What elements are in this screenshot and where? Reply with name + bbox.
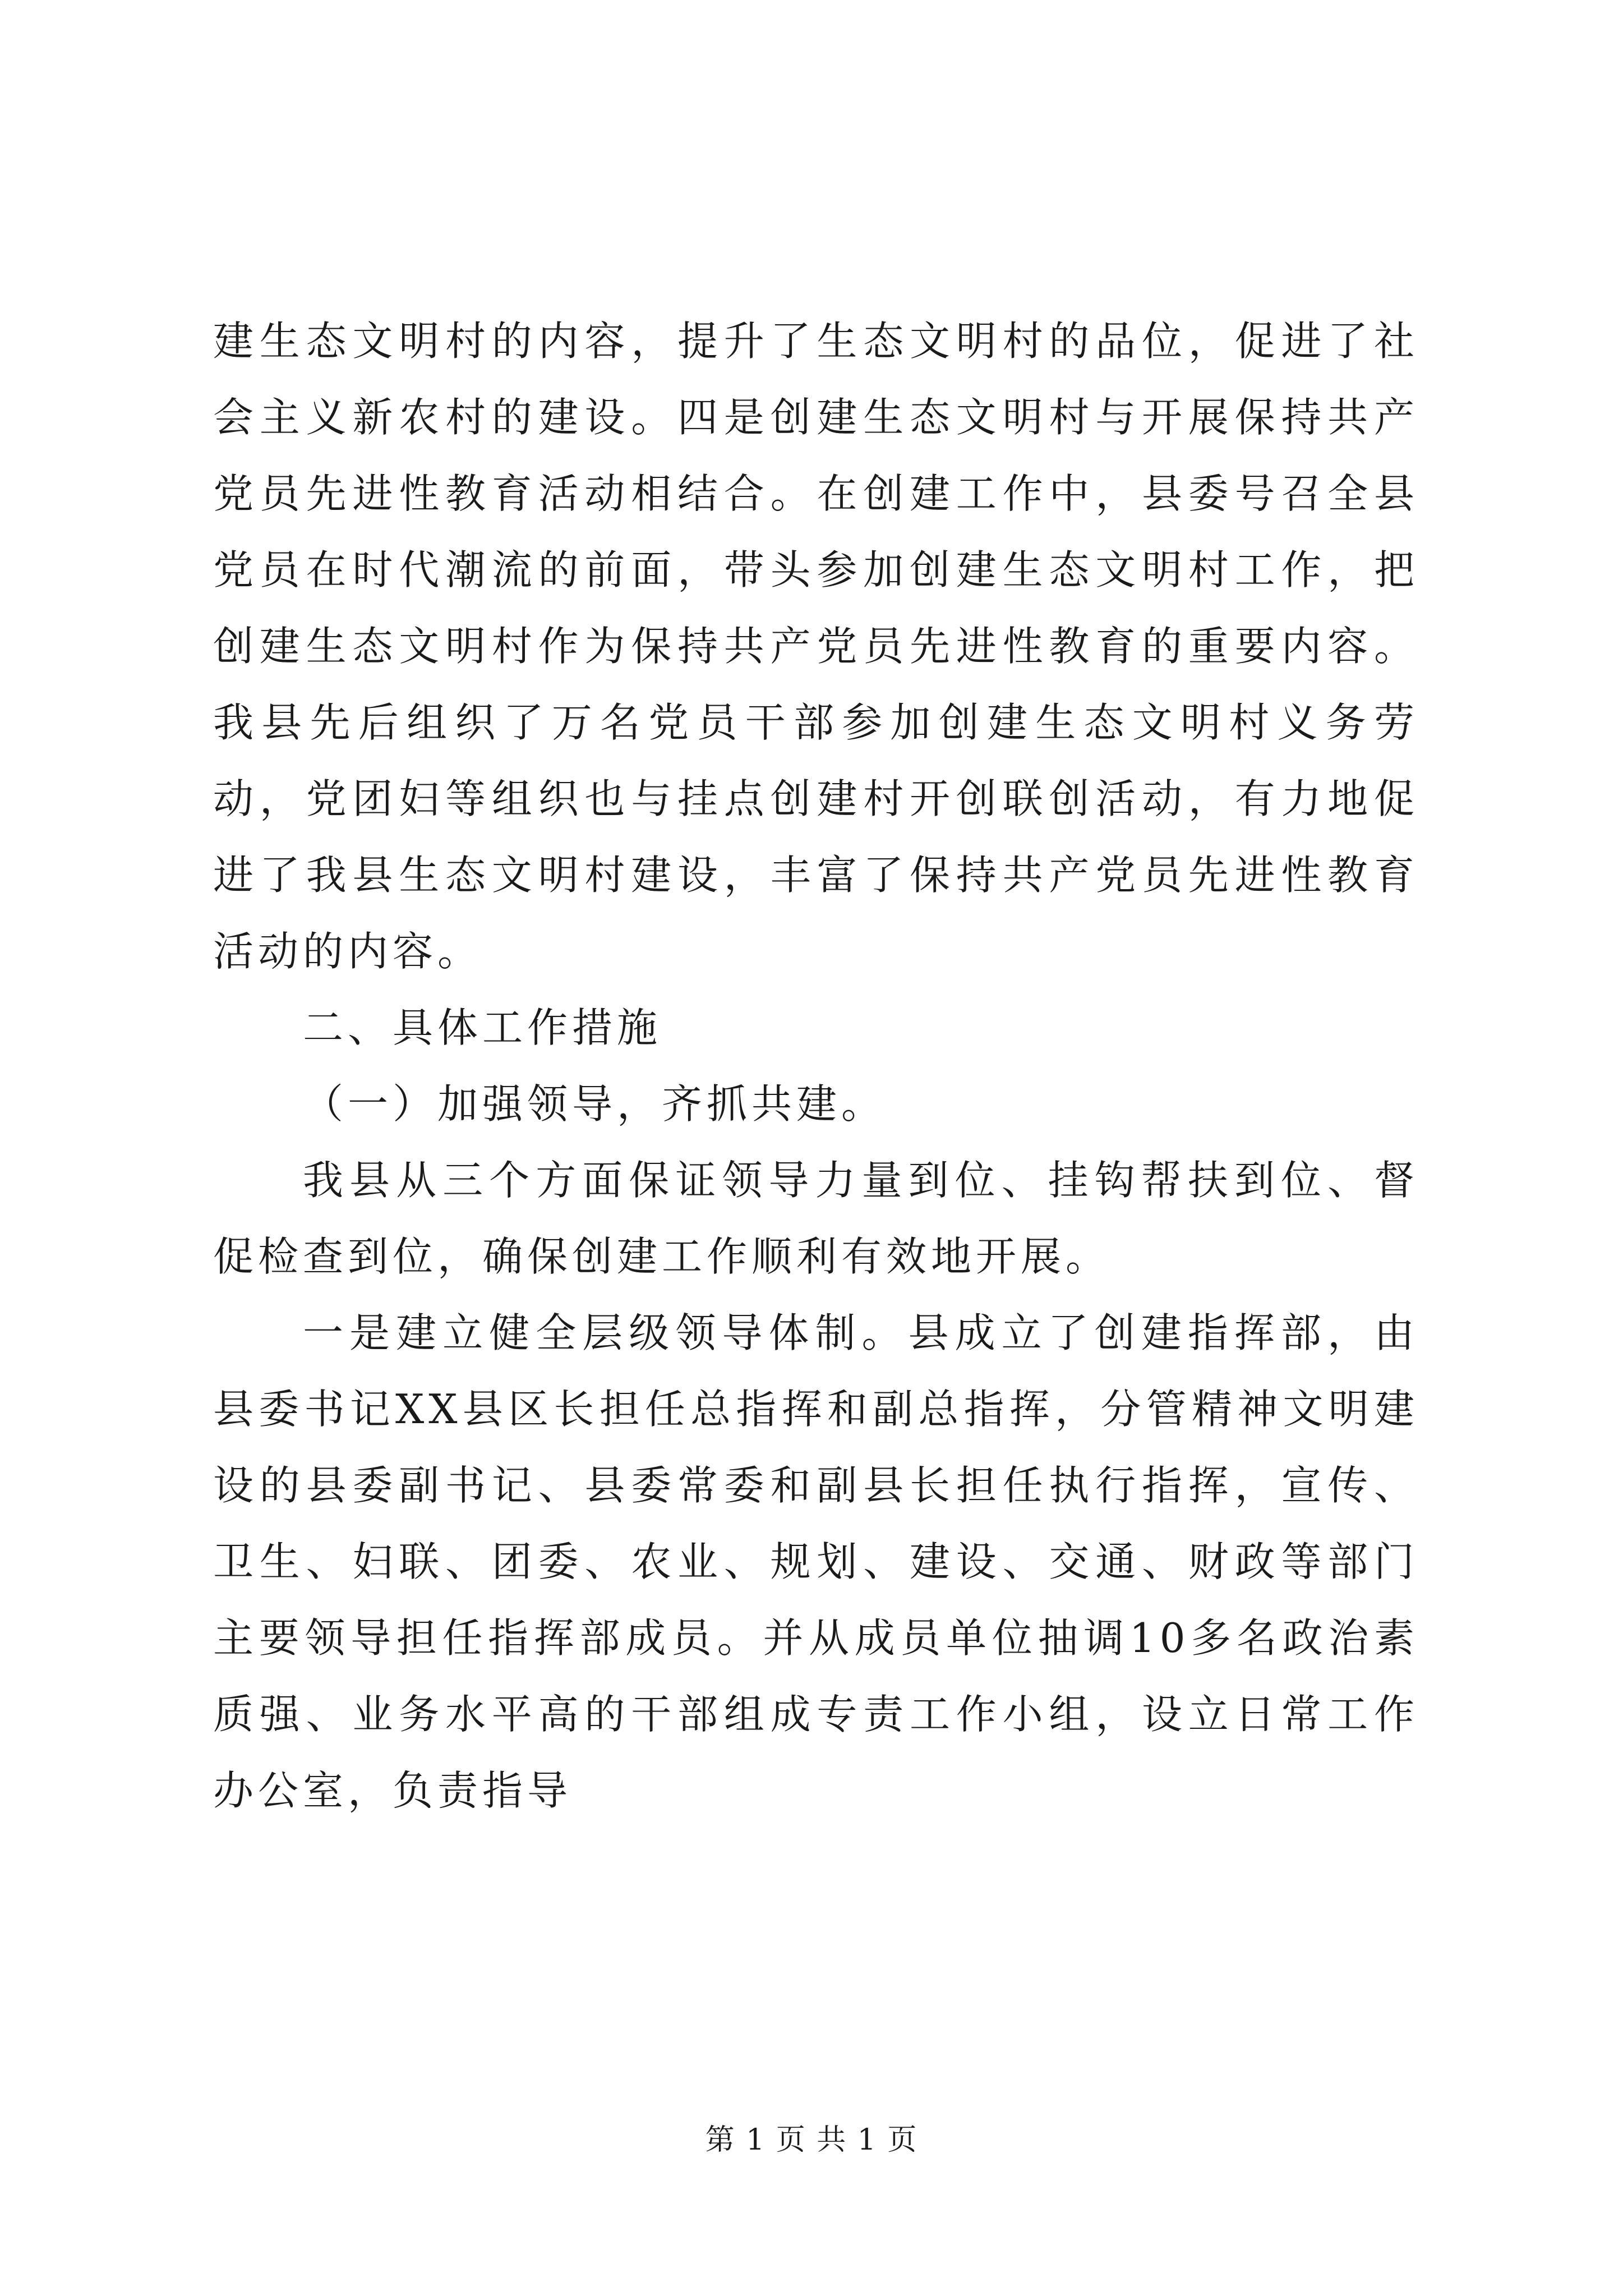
section-heading: 二、具体工作措施: [303, 1004, 662, 1051]
paragraph: 我县从三个方面保证领导力量到位、挂钩帮扶到位、督促检查到位，确保创建工作顺利有效地开展。: [213, 1157, 1419, 1280]
paragraph-continuation: 建生态文明村的内容，提升了生态文明村的品位，促进了社会主义新农村的建设。四是创建生态文明村与开展保持共产党员先进性教育活动相结合。在创建工作中，县委号召全县党员在时代潮流的前面，带头参加创建生态文明村工作，把创建生态文明村作为保持共产党员先进性教育的重要内容。我县先后组织了万名党员干部参加创建生态文明村义务劳动，党团妇等组织也与挂点创建村开创联创活动，有力地促进了我县生态文明村建设，丰富了保持共产党员先进性教育活动的内容。: [213, 318, 1419, 975]
document-body: [213, 303, 1419, 1829]
page-footer: 第 1 页 共 1 页: [705, 2123, 918, 2157]
paragraph: 一是建立健全层级领导体制。县成立了创建指挥部，由县委书记XX县区长担任总指挥和副总指挥，分管精神文明建设的县委副书记、县委常委和副县长担任执行指挥，宣传、卫生、妇联、团委、农业、规划、建设、交通、财政等部门主要领导担任指挥部成员。并从成员单位抽调10多名政治素质强、业务水平高的干部组成专责工作小组，设立日常工作办公室，负责指导: [213, 1309, 1419, 1814]
subsection-heading: （一）加强领导，齐抓共建。: [303, 1080, 887, 1128]
